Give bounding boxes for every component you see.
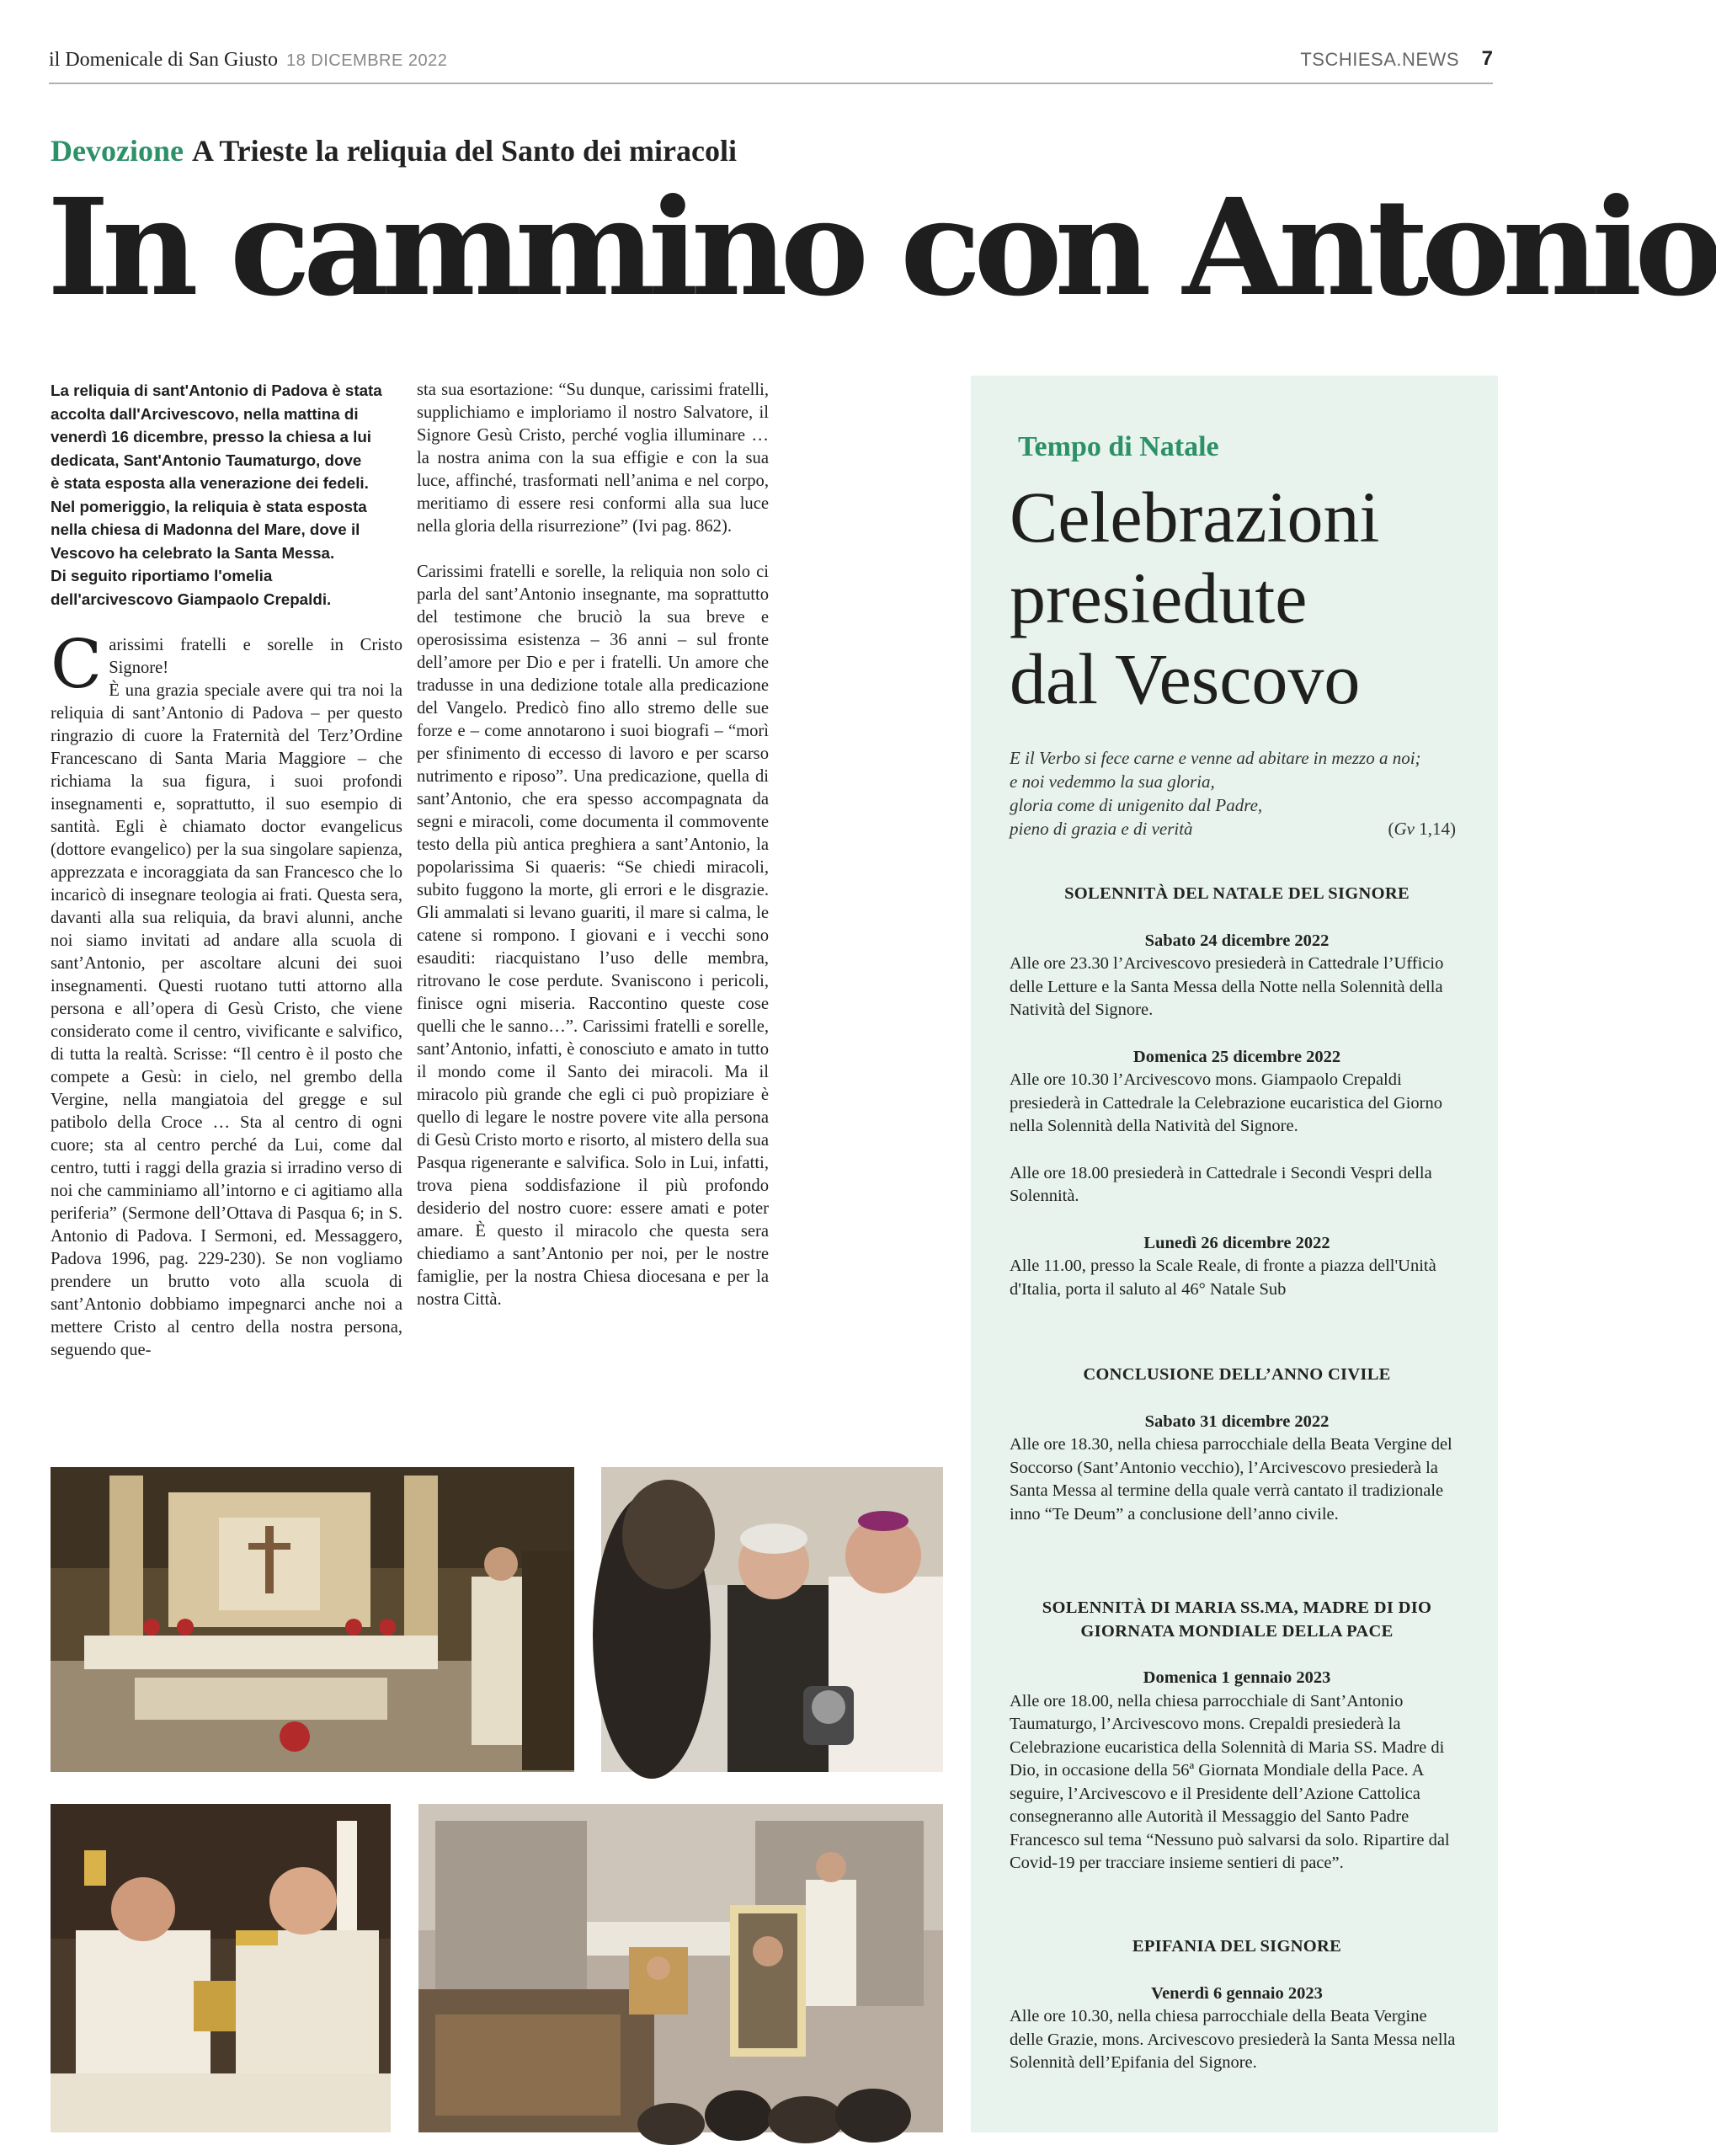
event-date: Sabato 31 dicembre 2022 <box>1144 1412 1330 1431</box>
quote-reference: (Gv 1,14) <box>1388 819 1456 839</box>
event-section-epiphany <box>1010 1935 1464 2075</box>
event-date: Domenica 25 dicembre 2022 <box>1132 1047 1341 1066</box>
event-section-subtitle: GIORNATA MONDIALE DELLA PACE <box>1080 1621 1394 1641</box>
article-headline: In cammino con Antonio <box>47 170 1716 326</box>
kicker-text: A Trieste la reliquia del Santo dei miracoli <box>191 134 737 168</box>
event-section-title: CONCLUSIONE DELL’ANNO CIVILE <box>1083 1365 1391 1384</box>
event-description: Alle ore 10.30, nella chiesa parrocchiale della Beata Vergine delle Grazie, mons. Arcivescovo presiederà la Santa Messa nella Solennità dell’Epifania del Signore. <box>1010 2007 1456 2072</box>
event-date: Domenica 1 gennaio 2023 <box>1143 1668 1331 1687</box>
event-section-title: SOLENNITÀ DI MARIA SS.MA, MADRE DI DIO <box>1042 1598 1432 1617</box>
sidebar-celebrations <box>971 376 1498 2132</box>
event-section-christmas <box>1010 883 1464 1301</box>
page-header <box>49 44 1493 84</box>
publication-name: il Domenicale di San Giusto 18 DICEMBRE 2022 <box>49 49 448 71</box>
event-description: Alle ore 18.30, nella chiesa parrocchiale della Beata Vergine del Soccorso (Sant’Antonio vecchio), l’Arcivescovo presiederà la Santa Messa al termine della quale verrà cantato il tradizionale inno “Te Deum” a conclusione dell’anno civile. <box>1010 1435 1452 1524</box>
article-column-1 <box>51 379 402 1362</box>
page-number: 7 <box>1481 47 1493 70</box>
drop-cap: C <box>51 625 103 703</box>
article-kicker <box>51 133 737 168</box>
event-description: Alle ore 23.30 l’Arcivescovo presiederà in Cattedrale l’Ufficio delle Letture e la Santa Messa della Notte nella Solennità della Natività del Signore. <box>1010 954 1444 1019</box>
event-description: Alle 11.00, presso la Scale Reale, di fronte a piazza dell'Unità d'Italia, porta il saluto al 46° Natale Sub <box>1010 1257 1436 1299</box>
issue-date: 18 DICEMBRE 2022 <box>285 51 448 70</box>
article-column-2 <box>417 379 769 1311</box>
event-description: Alle ore 18.00 presiederà in Cattedrale i Secondi Vespri della Solennità. <box>1010 1163 1432 1205</box>
event-section-end-of-year <box>1010 1364 1464 1526</box>
event-date: Lunedì 26 dicembre 2022 <box>1143 1233 1330 1252</box>
photo-bishop-relic <box>601 1467 943 1772</box>
event-section-title: EPIFANIA DEL SIGNORE <box>1132 1937 1342 1956</box>
opening-paragraph: Carissimi fratelli e sorelle in Cristo Signore! <box>51 625 402 703</box>
body-paragraph: È una grazia speciale avere qui tra noi la reliquia di sant’Antonio di Padova – per questo ringrazio di cuore la Fraternità del Terz’Ordine Francescano di Santa Maria Maggiore – che richiama la sua figura, i suoi profondi insegnamenti e, soprattutto, il suo esempio di santità. Egli è chiamato doctor evangelicus (dottore evangelico) per la sua singolare sapienza, apprezzata e incoraggiata da san Francesco che lo incaricò di insegnare teologia ai frati. Questa sera, davanti alla sua reliquia, da bravi alunni, anche noi siamo invitati ad andare alla scuola di sant’Antonio, per ascoltare alcuni dei suoi insegnamenti. Questi ruotano tutti attorno alla persona e all’opera di Gesù Cristo, che viene considerato come il centro, vivificante e salvifico, di tutta la realtà. Scrisse: “Il centro è il posto che compete a Gesù: in cielo, nel grembo della Vergine, nella mangiatoia del gregge e sul patibolo della Croce … Sta al centro di ogni cuore; sta al centro perché da Lui, come dal centro, tutti i raggi della grazia si irradino verso di noi che camminiamo all’intorno e ci agitiamo alla periferia” (Sermone dell’Ottava di Pasqua 6; in S. Antonio di Padova. I Sermoni, ed. Messaggero, Padova 1996, pag. 229-230). Se non vogliamo prendere un brutto voto alla scuola di sant’Antonio dobbiamo impegnarci anche noi a mettere Cristo al centro della nostra persona, seguendo que- <box>51 681 402 1359</box>
article-intro: La reliquia di sant'Antonio di Padova è stata accolta dall'Arcivescovo, nella mattina di venerdì 16 dicembre, presso la chiesa a lui dedicata, Sant'Antonio Taumaturgo, dove è stata esposta alla venerazione dei fedeli. Nel pomeriggio, la reliquia è stata esposta nella chiesa di Madonna del Mare, dove il Vescovo ha celebrato la Santa Messa. Di seguito riportiamo l'omelia dell'arcivescovo Giampaolo Crepaldi. <box>51 382 382 608</box>
section-label: Devozione <box>51 134 184 168</box>
event-description: Alle ore 18.00, nella chiesa parrocchiale di Sant’Antonio Taumaturgo, l’Arcivescovo mons. Crepaldi presiederà la Celebrazione eucaristica della Solennità di Maria SS. Madre di Dio, in occasione della 56ª Giornata Mondiale della Pace. A seguire, l’Arcivescovo e il Presidente dell’Azione Cattolica consegneranno alle Autorità il Messaggio del Santo Padre Francesco sul tema “Nessuno può salvarsi da solo. Ripartire dal Covid-19 per tracciare insieme sentieri di pace”. <box>1010 1691 1450 1872</box>
event-section-mary-mother-of-god <box>1010 1597 1464 1876</box>
body-paragraph: sta sua esortazione: “Su dunque, carissimi fratelli, supplichiamo e imploriamo il nostro Salvatore, il Signore Gesù Cristo, perché voglia illuminare … la nostra anima con la sua effigie e con la sua luce, affinché, trasformati nell’anima e nel corpo, meritiamo di essere resi conformi alla sua luce nella gloria della risurrezione” (Ivi pag. 862). <box>417 381 769 536</box>
sidebar-title: Celebrazioni presiedute dal Vescovo <box>1010 477 1380 719</box>
event-date: Venerdì 6 gennaio 2023 <box>1151 1983 1323 2003</box>
event-description: Alle ore 10.30 l’Arcivescovo mons. Giampaolo Crepaldi presiederà in Cattedrale la Celebrazione eucaristica del Giorno nella Solennità della Natività del Signore. <box>1010 1070 1442 1135</box>
photo-eucharist-elevation <box>51 1804 391 2132</box>
event-section-title: SOLENNITÀ DEL NATALE DEL SIGNORE <box>1064 884 1410 903</box>
photo-mass-nativity-scene <box>418 1804 943 2132</box>
photo-altar-church <box>51 1467 574 1772</box>
event-date: Sabato 24 dicembre 2022 <box>1144 931 1330 950</box>
sidebar-kicker: Tempo di Natale <box>1018 431 1219 462</box>
body-paragraph: Carissimi fratelli e sorelle, la reliquia non solo ci parla del sant’Antonio insegnante, ma soprattutto del testimone che bruciò la sua breve e operosissima esistenza – 36 anni – sul fronte dell’amore per Dio e per i fratelli. Un amore che tradusse in una dedizione totale alla predicazione del Vangelo. Predicò fino allo stremo delle sue forze e – come annotarono i suoi biografi – “morì per sfinimento di eccesso di lavoro e per scarso nutrimento e riposo”. Una predicazione, quella di sant’Antonio, che era spesso accompagnata da segni e miracoli, come documenta il commovente testo della più antica preghiera a sant’Antonio, la popolarissima Si quaeris: “Se chiedi miracoli, subito fuggono la morte, gli errori e le disgrazie. Gli ammalati si levano guariti, il mare si calma, le catene si rompono. I giovani e i vecchi sono esauditi: riacquistano l’uso delle membra, ritrovano le cose perdute. Svaniscono i pericoli, finisce ogni miseria. Raccontino queste cose quelli che le sanno…”. Carissimi fratelli e sorelle, sant’Antonio, infatti, è conosciuto e amato in tutto il mondo come il Santo dei miracoli. Ma il miracolo più grande che egli ci può propiziare è quello di legare le nostre povere vite alla persona di Gesù Cristo morto e risorto, al mistero della sua Pasqua rigenerante e salvifica. Solo in Lui, infatti, trova piena soddisfazione il più profondo desiderio del nostro cuore: essere amati e poter amare. È questo il miracolo che questa sera chiediamo a sant’Antonio per noi, per le nostre famiglie, per la nostra Chiesa diocesana e per la nostra Città. <box>417 563 769 1309</box>
gospel-quote: E il Verbo si fece carne e venne ad abitare in mezzo a noi; e noi vedemmo la sua gloria, gloria come di unigenito dal Padre, pieno di grazia e di verità (Gv 1,14) <box>1010 748 1456 839</box>
site-link[interactable]: TSCHIESA.NEWS <box>1300 49 1459 70</box>
